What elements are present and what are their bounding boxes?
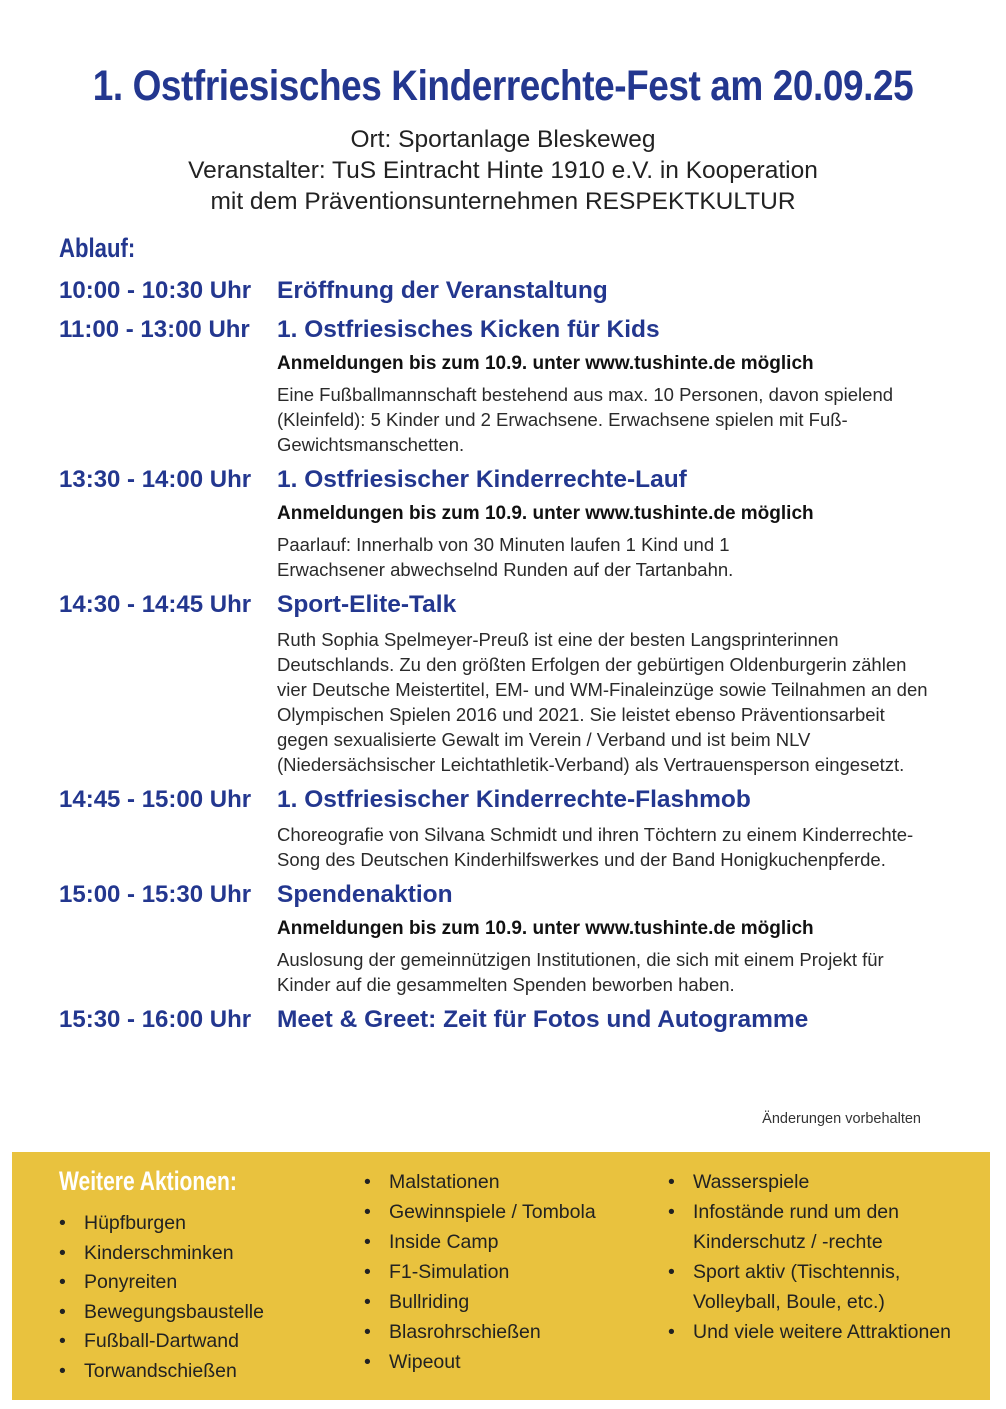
actions-column-3 bbox=[668, 1167, 958, 1347]
entry-description: Auslosung der gemeinnützigen Institutionen, die sich mit einem Projekt für Kinder auf die gesammelten Spenden beworben haben. bbox=[277, 949, 884, 995]
actions-column-1 bbox=[59, 1209, 264, 1386]
entry-time: 13:30 - 14:00 Uhr bbox=[59, 466, 252, 493]
entry-registration-note: Anmeldungen bis zum 10.9. unter www.tushinte.de möglich bbox=[277, 503, 814, 524]
entry-content bbox=[277, 1004, 959, 1036]
schedule-entry bbox=[59, 589, 959, 777]
more-actions-box bbox=[12, 1152, 990, 1400]
entry-title: 1. Ostfriesisches Kicken für Kids bbox=[277, 316, 660, 343]
list-item: • Malstationen bbox=[364, 1167, 596, 1197]
entry-description: Eine Fußballmannschaft bestehend aus max. 10 Personen, davon spielend (Kleinfeld): 5 Kinder und 2 Erwachsene. Erwachsene spielen mit Fuß-Gewichtsmanschetten. bbox=[277, 384, 894, 455]
schedule-entry bbox=[59, 464, 959, 582]
entry-title: Meet & Greet: Zeit für Fotos und Autogramme bbox=[277, 1006, 809, 1033]
entry-time: 11:00 - 13:00 Uhr bbox=[59, 316, 250, 343]
list-item: • Wipeout bbox=[364, 1347, 596, 1377]
entry-description: Paarlauf: Innerhalb von 30 Minuten laufen 1 Kind und 1 Erwachsener abwechselnd Runden auf der Tartanbahn. bbox=[277, 534, 734, 580]
entry-time: 15:00 - 15:30 Uhr bbox=[59, 881, 252, 908]
entry-title: Sport-Elite-Talk bbox=[277, 591, 457, 618]
list-item: • Hüpfburgen bbox=[59, 1209, 264, 1239]
list-item: • Sport aktiv (Tischtennis, Volleyball, Boule, etc.) bbox=[668, 1257, 958, 1317]
meta-location: Ort: Sportanlage Bleskeweg bbox=[350, 126, 656, 153]
entry-content bbox=[277, 784, 959, 872]
schedule-list bbox=[59, 275, 959, 1043]
list-item: • Gewinnspiele / Tombola bbox=[364, 1197, 596, 1227]
schedule-entry bbox=[59, 1004, 959, 1036]
list-item: • Und viele weitere Attraktionen bbox=[668, 1317, 958, 1347]
schedule-entry bbox=[59, 314, 959, 457]
meta-cooperation: mit dem Präventionsunternehmen RESPEKTKULTUR bbox=[210, 188, 796, 215]
list-item: • Torwandschießen bbox=[59, 1357, 264, 1387]
list-item: • Fußball-Dartwand bbox=[59, 1327, 264, 1357]
event-meta bbox=[0, 124, 1006, 217]
entry-description: Choreografie von Silvana Schmidt und ihren Töchtern zu einem Kinderrechte-Song des Deutschen Kinderhilfswerkes und der Band Honigkuchenpferde. bbox=[277, 824, 914, 870]
schedule-entry bbox=[59, 784, 959, 872]
list-item: • Bewegungsbaustelle bbox=[59, 1298, 264, 1328]
entry-time: 10:00 - 10:30 Uhr bbox=[59, 277, 252, 304]
list-item: • Wasserspiele bbox=[668, 1167, 958, 1197]
entry-title: 1. Ostfriesischer Kinderrechte-Lauf bbox=[277, 466, 687, 493]
entry-time: 14:45 - 15:00 Uhr bbox=[59, 786, 252, 813]
list-item: • F1-Simulation bbox=[364, 1257, 596, 1287]
entry-title: 1. Ostfriesischer Kinderrechte-Flashmob bbox=[277, 786, 751, 813]
list-item: • Ponyreiten bbox=[59, 1268, 264, 1298]
list-item: • Kinderschminken bbox=[59, 1239, 264, 1269]
entry-title: Spendenaktion bbox=[277, 881, 453, 908]
list-item: • Blasrohrschießen bbox=[364, 1317, 596, 1347]
list-item: • Inside Camp bbox=[364, 1227, 596, 1257]
entry-content bbox=[277, 275, 959, 307]
schedule-entry bbox=[59, 879, 959, 997]
page-title: 1. Ostfriesisches Kinderrechte-Fest am 20.09.25 bbox=[92, 62, 914, 110]
changes-note: Änderungen vorbehalten bbox=[762, 1111, 921, 1127]
entry-content bbox=[277, 464, 959, 582]
entry-registration-note: Anmeldungen bis zum 10.9. unter www.tushinte.de möglich bbox=[277, 353, 814, 374]
entry-registration-note: Anmeldungen bis zum 10.9. unter www.tushinte.de möglich bbox=[277, 918, 814, 939]
actions-column-2 bbox=[364, 1167, 596, 1377]
entry-content bbox=[277, 314, 959, 457]
entry-description: Ruth Sophia Spelmeyer-Preuß ist eine der besten Langsprinterinnen Deutschlands. Zu den größten Erfolgen der gebürtigen Oldenburgerin zählen vier Deutsche Meistertitel, EM- und WM-Finaleinzüge sowie Teilnahmen an den Olympischen Spielen 2016 und 2021. Sie leistet ebenso Präventionsarbeit gegen sexualisierte Gewalt im Verein / Verband und ist beim NLV (Niedersächsischer Leichtathletik-Verband) als Vertrauensperson eingesetzt. bbox=[277, 629, 928, 775]
list-item: • Infostände rund um den Kinderschutz / -rechte bbox=[668, 1197, 958, 1257]
meta-organizer: Veranstalter: TuS Eintracht Hinte 1910 e.V. in Kooperation bbox=[188, 157, 818, 184]
entry-title: Eröffnung der Veranstaltung bbox=[277, 277, 608, 304]
schedule-entry bbox=[59, 275, 959, 307]
entry-time: 15:30 - 16:00 Uhr bbox=[59, 1006, 252, 1033]
entry-content bbox=[277, 589, 959, 777]
entry-time: 14:30 - 14:45 Uhr bbox=[59, 591, 252, 618]
schedule-heading: Ablauf: bbox=[59, 233, 136, 263]
entry-content bbox=[277, 879, 959, 997]
list-item: • Bullriding bbox=[364, 1287, 596, 1317]
more-actions-heading: Weitere Aktionen: bbox=[59, 1166, 237, 1196]
